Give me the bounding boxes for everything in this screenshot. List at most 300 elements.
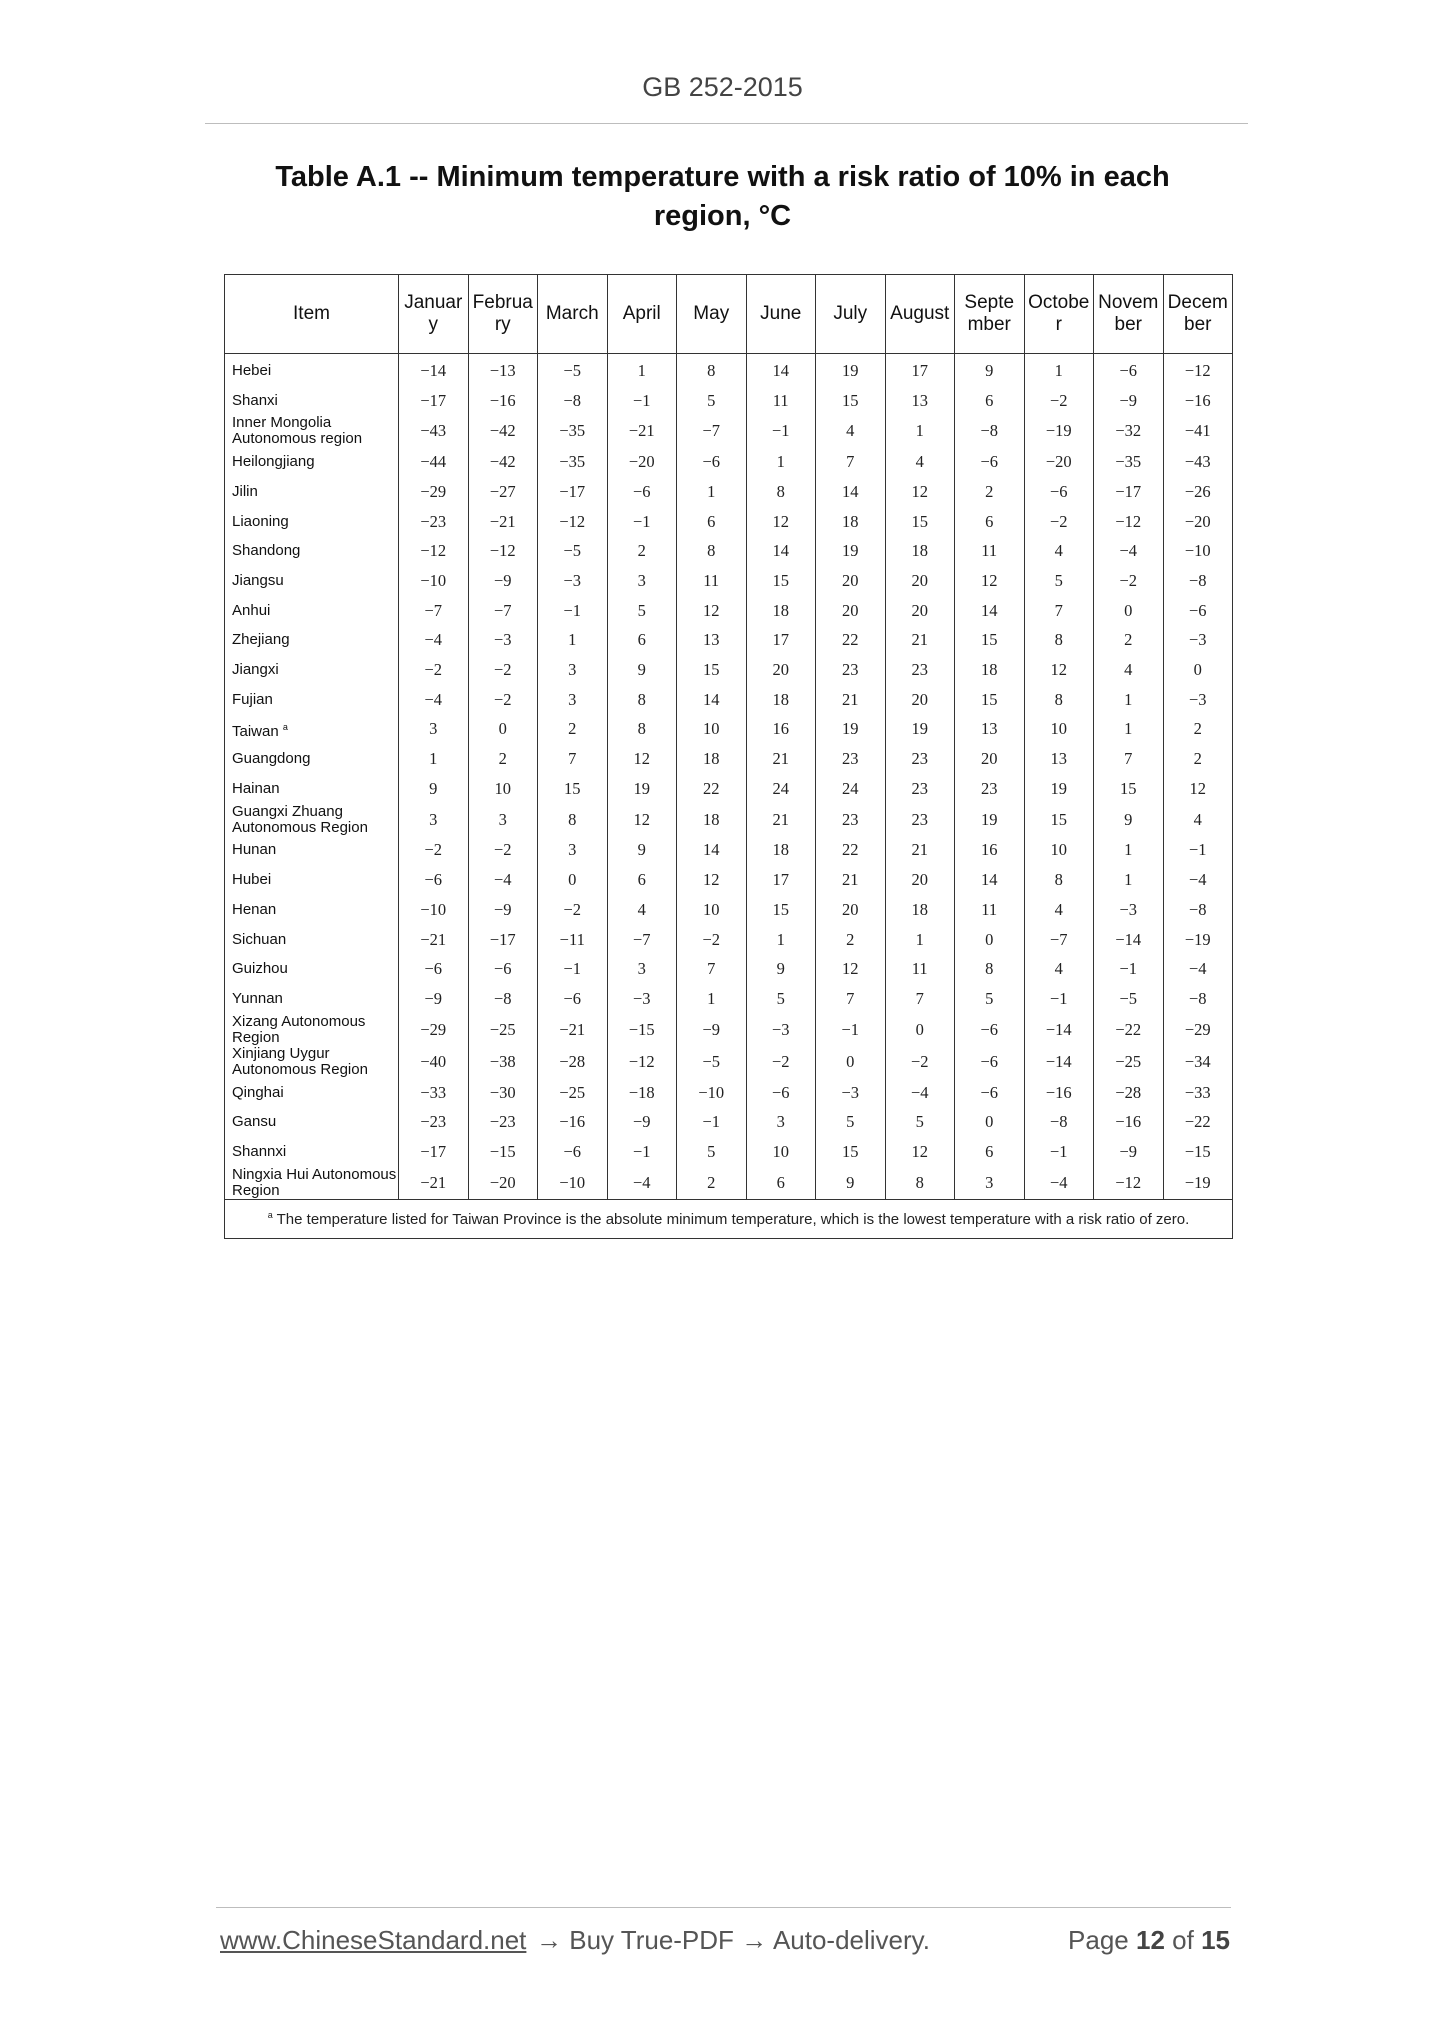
region-cell [225,626,399,656]
temperature-cell: 4 [1024,954,1094,984]
temperature-cell: −6 [955,447,1025,477]
temperature-cell: −1 [1163,836,1233,866]
temperature-cell: −2 [677,925,747,955]
region-cell [225,477,399,507]
temperature-cell: −10 [677,1078,747,1108]
region-name: Ningxia Hui Autonomous Region [232,1165,397,1199]
table-row [225,1167,1233,1200]
temperature-cell: −10 [399,895,469,925]
temperature-cell: −9 [1094,386,1164,416]
temperature-cell: −34 [1163,1046,1233,1078]
temperature-cell: 8 [677,536,747,566]
region-name: Jiangsu [232,571,284,589]
temperature-cell: 8 [677,354,747,386]
temperature-cell: 17 [746,865,816,895]
region-cell [225,1137,399,1167]
temperature-cell: 3 [607,566,677,596]
temperature-cell: −16 [1024,1078,1094,1108]
temperature-cell: −16 [538,1107,608,1137]
region-cell [225,1078,399,1108]
temperature-cell: 19 [955,804,1025,836]
temperature-cell: 15 [677,655,747,685]
region-cell [225,685,399,715]
region-cell [225,1107,399,1137]
temperature-cell: −17 [538,477,608,507]
temperature-cell: −23 [399,1107,469,1137]
region-cell [225,536,399,566]
temperature-cell: −43 [1163,447,1233,477]
temperature-cell: 1 [1094,836,1164,866]
region-cell [225,507,399,537]
region-cell [225,925,399,955]
temperature-cell: 10 [746,1137,816,1167]
temperature-cell: −22 [1094,1014,1164,1046]
region-name: Shandong [232,542,301,560]
temperature-cell: 6 [677,507,747,537]
temperature-cell: 15 [885,507,955,537]
temperature-cell: 23 [955,774,1025,804]
temperature-cell: 1 [1024,354,1094,386]
temperature-cell: −2 [885,1046,955,1078]
temperature-cell: −4 [1024,1167,1094,1200]
temperature-cell: −4 [399,685,469,715]
region-name: Hunan [232,841,277,859]
temperature-cell: −1 [538,596,608,626]
region-name: Fujian [232,690,273,708]
temperature-cell: 21 [885,626,955,656]
temperature-cell: 20 [885,596,955,626]
temperature-cell: 4 [607,895,677,925]
temperature-cell: 1 [538,626,608,656]
temperature-cell: −17 [1094,477,1164,507]
temperature-cell: 17 [885,354,955,386]
temperature-cell: 18 [816,507,886,537]
region-name: Qinghai [232,1083,284,1101]
temperature-cell: −7 [1024,925,1094,955]
temperature-cell: −10 [538,1167,608,1200]
temperature-cell: −20 [607,447,677,477]
temperature-cell: 16 [746,715,816,745]
table-row [225,596,1233,626]
temperature-cell: 2 [1163,744,1233,774]
table-row [225,477,1233,507]
temperature-cell: −9 [607,1107,677,1137]
temperature-cell: 20 [816,566,886,596]
temperature-cell: 4 [885,447,955,477]
page-total: 15 [1201,1925,1230,1955]
temperature-cell: 1 [885,415,955,447]
temperature-cell: 23 [885,655,955,685]
temperature-cell: 3 [538,836,608,866]
temperature-cell: 19 [885,715,955,745]
temperature-cell: 7 [1024,596,1094,626]
table-row [225,1046,1233,1078]
temperature-cell: −7 [399,596,469,626]
temperature-cell: 12 [677,865,747,895]
temperature-cell: 11 [955,895,1025,925]
temperature-cell: 14 [677,685,747,715]
temperature-cell: −16 [468,386,538,416]
temperature-cell: −21 [538,1014,608,1046]
temperature-cell: −35 [538,415,608,447]
temperature-cell: 8 [955,954,1025,984]
temperature-cell: 8 [885,1167,955,1200]
temperature-cell: 6 [955,507,1025,537]
temperature-cell: −25 [1094,1046,1164,1078]
page-label: Page [1068,1925,1129,1955]
temperature-cell: −3 [816,1078,886,1108]
temperature-cell: −25 [468,1014,538,1046]
temperature-cell: 3 [399,804,469,836]
region-name: Taiwan [232,722,279,740]
region-cell [225,1014,399,1046]
temperature-cell: −12 [1094,507,1164,537]
temperature-cell: −7 [607,925,677,955]
temperature-cell: −7 [468,596,538,626]
temperature-cell: −4 [1163,865,1233,895]
temperature-cell: 2 [538,715,608,745]
temperature-cell: −38 [468,1046,538,1078]
temperature-cell: 20 [816,596,886,626]
temperature-cell: 0 [1094,596,1164,626]
temperature-cell: −35 [538,447,608,477]
footer-divider [216,1907,1231,1908]
temperature-cell: −26 [1163,477,1233,507]
temperature-cell: 6 [607,865,677,895]
temperature-cell: −43 [399,415,469,447]
region-cell [225,655,399,685]
column-header-august: August [885,275,955,354]
temperature-cell: 24 [746,774,816,804]
temperature-cell: 1 [1094,685,1164,715]
temperature-cell: 18 [746,596,816,626]
temperature-cell: 3 [955,1167,1025,1200]
temperature-cell: −6 [955,1014,1025,1046]
column-header-february: February [468,275,538,354]
temperature-cell: 11 [677,566,747,596]
temperature-cell: 7 [677,954,747,984]
temperature-cell: −3 [1163,685,1233,715]
temperature-cell: −2 [468,685,538,715]
region-name: Anhui [232,601,271,619]
region-cell [225,386,399,416]
temperature-cell: 23 [885,744,955,774]
temperature-cell: 12 [607,804,677,836]
temperature-cell: −1 [607,507,677,537]
region-name: Shannxi [232,1142,287,1160]
temperature-cell: −8 [468,984,538,1014]
temperature-cell: 9 [607,836,677,866]
temperature-cell: 23 [885,804,955,836]
table-row [225,865,1233,895]
temperature-cell: −9 [1094,1137,1164,1167]
temperature-cell: −33 [399,1078,469,1108]
temperature-cell: 6 [955,1137,1025,1167]
temperature-cell: 21 [746,744,816,774]
temperature-cell: 16 [955,836,1025,866]
table-row [225,1078,1233,1108]
temperature-cell: −15 [468,1137,538,1167]
temperature-cell: −6 [468,954,538,984]
website-link[interactable]: www.ChineseStandard.net [220,1925,527,1955]
temperature-cell: −9 [468,566,538,596]
temperature-cell: −20 [1024,447,1094,477]
temperature-cell: 17 [746,626,816,656]
temperature-cell: −15 [607,1014,677,1046]
temperature-cell: 21 [816,865,886,895]
temperature-cell: −2 [468,655,538,685]
temperature-cell: 3 [468,804,538,836]
temperature-cell: 1 [1094,865,1164,895]
footnote-marker: a [267,1209,273,1220]
temperature-cell: 15 [1024,804,1094,836]
temperature-cell: 12 [746,507,816,537]
temperature-cell: 7 [538,744,608,774]
temperature-cell: 12 [1024,655,1094,685]
temperature-cell: −29 [399,1014,469,1046]
table-row [225,715,1233,745]
temperature-cell: 22 [816,626,886,656]
table-header-row [225,275,1233,354]
temperature-cell: 13 [955,715,1025,745]
region-name: Gansu [232,1113,277,1131]
region-name: Xizang Autonomous Region [232,1012,366,1046]
temperature-cell: 4 [816,415,886,447]
temperature-cell: 5 [677,1137,747,1167]
temperature-cell: −17 [399,1137,469,1167]
temperature-cell: −8 [1163,984,1233,1014]
temperature-cell: −12 [1163,354,1233,386]
temperature-cell: 11 [955,536,1025,566]
temperature-cell: −6 [538,1137,608,1167]
temperature-cell: −22 [1163,1107,1233,1137]
column-header-june: June [746,275,816,354]
temperature-cell: 3 [607,954,677,984]
temperature-cell: −21 [607,415,677,447]
temperature-cell: 19 [607,774,677,804]
temperature-cell: 7 [1094,744,1164,774]
temperature-cell: −3 [1163,626,1233,656]
temperature-cell: −6 [399,865,469,895]
temperature-cell: −4 [468,865,538,895]
temperature-cell: 12 [885,477,955,507]
temperature-cell: −1 [816,1014,886,1046]
temperature-cell: 2 [468,744,538,774]
footer-tagline: → Buy True-PDF → Auto-delivery. [536,1925,930,1955]
temperature-cell: 14 [955,596,1025,626]
temperature-cell: 23 [885,774,955,804]
temperature-cell: 15 [955,685,1025,715]
page-number [1068,1925,1230,1956]
region-cell [225,354,399,386]
temperature-cell: −27 [468,477,538,507]
temperature-cell: −6 [538,984,608,1014]
column-header-march: March [538,275,608,354]
temperature-cell: −6 [1163,596,1233,626]
region-name: Jiangxi [232,661,279,679]
region-name: Hebei [232,361,272,379]
temperature-cell: 19 [816,536,886,566]
temperature-cell: 7 [816,984,886,1014]
taiwan-footnote-marker: a [282,721,288,732]
temperature-cell: 10 [1024,836,1094,866]
temperature-cell: −40 [399,1046,469,1078]
temperature-cell: 4 [1024,536,1094,566]
temperature-cell: 8 [1024,865,1094,895]
temperature-cell: 12 [816,954,886,984]
temperature-cell: 18 [746,685,816,715]
temperature-cell: 20 [885,865,955,895]
temperature-cell: 9 [816,1167,886,1200]
region-name: Heilongjiang [232,453,315,471]
temperature-cell: 10 [677,715,747,745]
temperature-cell: 21 [746,804,816,836]
temperature-cell: 12 [885,1137,955,1167]
temperature-cell: 8 [746,477,816,507]
temperature-cell: 20 [885,566,955,596]
temperature-cell: −16 [1094,1107,1164,1137]
table-row [225,1137,1233,1167]
temperature-cell: 21 [816,685,886,715]
temperature-cell: 3 [399,715,469,745]
region-name: Yunnan [232,989,283,1007]
temperature-cell: 11 [746,386,816,416]
temperature-cell: −6 [746,1078,816,1108]
table-row [225,415,1233,447]
column-header-september: September [955,275,1025,354]
temperature-cell: −1 [746,415,816,447]
column-header-december: December [1163,275,1233,354]
temperature-cell: 15 [1094,774,1164,804]
temperature-cell: −15 [1163,1137,1233,1167]
temperature-cell: 2 [1094,626,1164,656]
temperature-cell: 5 [885,1107,955,1137]
temperature-cell: 18 [955,655,1025,685]
temperature-cell: −2 [399,836,469,866]
temperature-cell: 2 [607,536,677,566]
temperature-cell: 0 [816,1046,886,1078]
temperature-cell: 0 [468,715,538,745]
region-name: Shanxi [232,391,278,409]
temperature-cell: −14 [399,354,469,386]
temperature-cell: −8 [1163,566,1233,596]
temperature-cell: 23 [816,804,886,836]
temperature-cell: 12 [677,596,747,626]
page-current: 12 [1136,1925,1165,1955]
table-row [225,655,1233,685]
temperature-cell: 1 [1094,715,1164,745]
temperature-cell: 23 [816,655,886,685]
region-name: Zhejiang [232,631,290,649]
temperature-cell: 15 [955,626,1025,656]
temperature-cell: 14 [746,536,816,566]
temperature-cell: 8 [1024,685,1094,715]
temperature-cell: 1 [399,744,469,774]
region-cell [225,804,399,836]
temperature-cell: −14 [1094,925,1164,955]
region-cell [225,895,399,925]
table-row [225,925,1233,955]
table-row [225,566,1233,596]
temperature-cell: 3 [538,655,608,685]
temperature-cell: −30 [468,1078,538,1108]
temperature-cell: −12 [607,1046,677,1078]
temperature-cell: −10 [1163,536,1233,566]
temperature-cell: 10 [468,774,538,804]
temperature-cell: −12 [468,536,538,566]
temperature-cell: 9 [955,354,1025,386]
temperature-cell: 18 [677,804,747,836]
region-name: Xinjiang Uygur Autonomous Region [232,1044,368,1078]
temperature-table-container [224,274,1232,1239]
temperature-cell: 10 [1024,715,1094,745]
region-name: Jilin [232,482,258,500]
temperature-cell: −4 [1094,536,1164,566]
temperature-cell: −18 [607,1078,677,1108]
temperature-cell: −1 [677,1107,747,1137]
temperature-cell: 6 [955,386,1025,416]
temperature-cell: 6 [746,1167,816,1200]
temperature-cell: 6 [607,626,677,656]
temperature-cell: 14 [677,836,747,866]
temperature-cell: 14 [816,477,886,507]
temperature-cell: 1 [885,925,955,955]
temperature-cell: −29 [399,477,469,507]
temperature-cell: 15 [816,386,886,416]
temperature-cell: −10 [399,566,469,596]
temperature-cell: −2 [538,895,608,925]
temperature-cell: −9 [677,1014,747,1046]
temperature-cell: −8 [1024,1107,1094,1137]
temperature-cell: −8 [538,386,608,416]
table-row [225,447,1233,477]
temperature-cell: 8 [607,685,677,715]
region-name: Henan [232,900,277,918]
temperature-cell: 13 [885,386,955,416]
temperature-cell: −5 [538,354,608,386]
region-name: Guangdong [232,750,311,768]
temperature-cell: 2 [677,1167,747,1200]
temperature-cell: 3 [746,1107,816,1137]
temperature-cell: 9 [746,954,816,984]
temperature-cell: −3 [746,1014,816,1046]
table-row [225,626,1233,656]
temperature-cell: −1 [1024,984,1094,1014]
temperature-cell: −28 [1094,1078,1164,1108]
temperature-cell: 0 [538,865,608,895]
temperature-cell: 13 [1024,744,1094,774]
temperature-cell: 4 [1024,895,1094,925]
temperature-cell: −2 [1024,386,1094,416]
temperature-cell: 9 [399,774,469,804]
table-row [225,685,1233,715]
region-name: Hainan [232,779,280,797]
temperature-cell: −2 [1094,566,1164,596]
region-cell [225,596,399,626]
temperature-cell: −9 [399,984,469,1014]
temperature-cell: −11 [538,925,608,955]
temperature-cell: −5 [677,1046,747,1078]
temperature-cell: −2 [1024,507,1094,537]
temperature-cell: 8 [538,804,608,836]
column-header-may: May [677,275,747,354]
column-header-july: July [816,275,886,354]
temperature-cell: −4 [1163,954,1233,984]
region-cell [225,744,399,774]
temperature-cell: −6 [1024,477,1094,507]
footnote-row [225,1199,1233,1238]
temperature-cell: −25 [538,1078,608,1108]
